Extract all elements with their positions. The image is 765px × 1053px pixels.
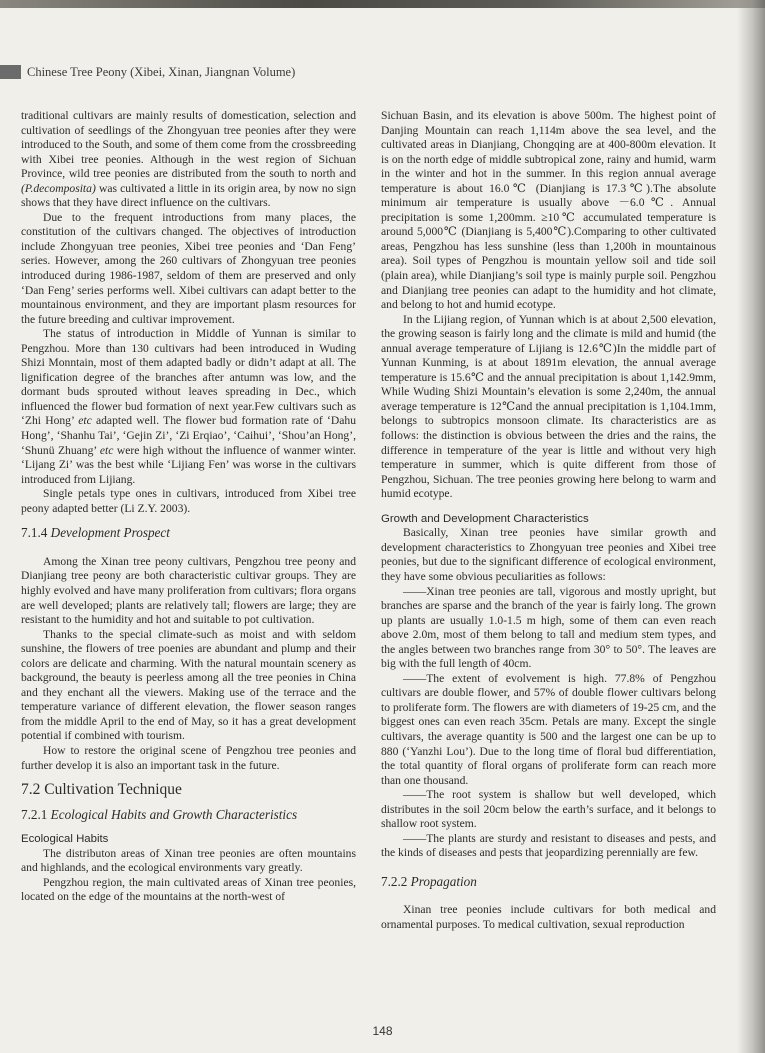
section-heading-7-2-2: 7.2.2 Propagation [381,873,477,889]
running-header [0,62,295,82]
header-marker-block [0,65,21,79]
paragraph: ——Xinan tree peonies are tall, vigorous and mostly upright, but branches are sparse and the branch of the year is fairly long. The grown up plants are usually 1.0-1.5 m high, some of them can even reach above 2.0m, most of them belong to tall and medium stem types, and the angles between two branches range from 30° to 50°. The leaves are big with the full length of 40cm. [381,584,716,671]
paragraph: Thanks to the special climate-such as moist and with seldom sunshine, the flowers of tree poenies are abundant and plump and their colors are delicate and charming. With the natural mountain scenery as background, the beauty is peerless among all the tree peonies in China and they enchant all the viewers. Making use of the terrace and the temperature variance of different elevation, the flower season ranges from the middle April to the end of May, so it has a great development potential if combined with tourism. [21,627,356,743]
paragraph: Pengzhou region, the main cultivated areas of Xinan tree peonies, located on the edge of the mountains at the north-west of [21,875,356,904]
running-header-title: Chinese Tree Peony (Xibei, Xinan, Jiangnan Volume) [27,64,296,79]
subheading-ecological-habits: Ecological Habits [21,833,109,846]
section-heading-7-2-1: 7.2.1 Ecological Habits and Growth Characteristics [21,806,298,822]
page-number: 148 [372,1024,393,1038]
paragraph: Among the Xinan tree peony cultivars, Pengzhou tree peony and Dianjiang tree peony are both characteristic cultivar groups. They are highly evolved and have many proliferation from cultivars; flora organs are well developed; plants are relatively tall; flowers are large; they are resistant to the humidity and hot and suitable to pot cultivation. [21,554,356,627]
section-heading-7-1-4: 7.1.4 Development Prospect [21,525,170,541]
paragraph: Xinan tree peonies include cultivars for both medical and ornamental purposes. To medical cultivation, sexual reproduction [381,903,716,931]
paragraph: ——The plants are sturdy and resistant to diseases and pests, and the kinds of diseases and pests that jeopardizing perennially are few. [381,831,716,860]
paragraph: How to restore the original scene of Pengzhou tree peonies and further develop it is also an important task in the future. [21,743,356,772]
paragraph: ——The root system is shallow but well developed, which distributes in the soil 20cm below the earth’s surface, and it belongs to shallow root system. [381,788,716,831]
left-column [21,109,356,905]
paragraph: Basically, Xinan tree peonies have similar growth and development characteristics to Zhongyuan tree peonies and Xibei tree peonies, but due to the significant difference of ecological environment, they have some obvious peculiarities as follows: [381,526,716,583]
paragraph: The distributon areas of Xinan tree peonies are often mountains and highlands, and the ecological environments vary greatly. [21,846,356,875]
paragraph: Due to the frequent introductions from many places, the constitution of the cultivars changed. The objectives of introduction include Zhongyuan tree peonies, Xibei tree peonies and ‘Dan Feng’ series. However, among the 260 cultivars of Zhongyuan tree peonies introduced during 1986-1987, seldom of them are preserved and only ‘Dan Feng’ series performs well. Xibei cultivars can adapt better to the mountainous environment, and they are important plasm resources for the future breeding and cultivar improvement. [21,210,356,326]
paragraph: Single petals type ones in cultivars, introduced from Xibei tree peony adapted better (Li Z.Y. 2003). [21,487,356,515]
subheading-growth-development: Growth and Development Characteristics [381,512,589,525]
paragraph: In the Lijiang region, of Yunnan which is at about 2,500 elevation, the growing season is fairly long and the climate is mild and humid (the annual average temperature of Lijiang is 12.6℃)In the middle part of Yunnan Kunming, is at about 1891m elevation, the annual average temperature is 15.6℃ and the annual precipitation is about 1,142.9mm, While Wuding Shizi Mountain’s elevation is some 2,240m, the annual average temperature is 12℃and the annual precipitation is 1,104.1mm, belongs to subtropics monsoon climate. Its characteristics are as follows: the distinction is obvious between the dries and the rains, the difference in temperature of the year is little and without very high temperature in summer, which is quite different from those of Pengzhou, Sichuan. The tree peonies growing here belong to warm and humid ecotype. [381,312,716,501]
book-binding-shadow [737,0,765,1053]
paragraph: Sichuan Basin, and its elevation is above 500m. The highest point of Danjing Mountain can reach 1,114m above the sea level, and the cultivated areas in Dianjiang, Chongqing are at 400-800m elevation. It is on the north edge of middle subtropical zone, rainy and humid, warm in the winter and hot in the summer. In this region annual average temperature is about 16.0℃ (Dianjiang is 17.3℃).The absolute minimum air temperature is usually above －6.0℃. Annual precipitation is some 1,200mm. ≥10℃ accumulated temperature is around 5,000℃ (Dianjiang is 5,400℃).Comparing to other cultivated areas, Pengzhou has less sunshine (less than 1,200h in mountainous area). Soil types of Pengzhou is mountain yellow soil and tide soil (plain area), while Dianjiang’s soil type is mainly purple soil. Pengzhou and Dianjiang tree peonies can adapt to the humidity and hot climate, and belong to hot and humid ecotype. [381,109,716,312]
scan-top-edge [0,0,765,8]
paragraph: traditional cultivars are mainly results of domestication, selection and cultivation of seedlings of the Zhongyuan tree peonies after they were introduced to the South, and some of them come from the crossbreeding with Xibei tree peonies. Although in the west region of Sichuan Province, wild tree peonies are distributed from the south to north and (P.decomposita) was cultivated a little in its origin area, by now no sign shows that they have direct influence on the cultivars. [21,109,356,210]
right-column [381,109,716,933]
paragraph: The status of introduction in Middle of Yunnan is similar to Pengzhou. More than 130 cultivars had been introduced in Wuding Shizi Monntain, most of them adapted badly or didn’t adapt at all. The lignification degree of the branches after antumn was low, and the dormant buds sprouted without leaves spreading in Dec., which influenced the flower bud formation of next year.Few cultivars such as ‘Zhi Hong’ etc adapted well. The flower bud formation rate of ‘Dahu Hong’, ‘Shanhu Tai’, ‘Gejin Zi’, ‘Zi Erqiao’, ‘Caihui’, ‘Shou’an Hong’, ‘Shunü Zhuang’ etc were high without the influence of wanmer winter. ‘Lijang Zi’ was the best while ‘Lijiang Fen’ was worse in the cultivars introduced from Lijiang. [21,327,357,486]
section-heading-7-2: 7.2 Cultivation Technique [21,781,182,799]
paragraph: ——The extent of evolvement is high. 77.8% of Pengzhou cultivars are double flower, and 57% of double flower cultivars belong to proliferate form. The flowers are with diameters of 19-25 cm, and the biggest ones can even reach 35cm. Petals are many. Except the single cultivars, the average quantity is 500 and the largest one can be up to 880 (‘Yanzhi Lou’). Due to the long time of floral bud differentiation, the total quantity of floral organs of proliferate form can reach more than one thousand. [381,671,716,787]
